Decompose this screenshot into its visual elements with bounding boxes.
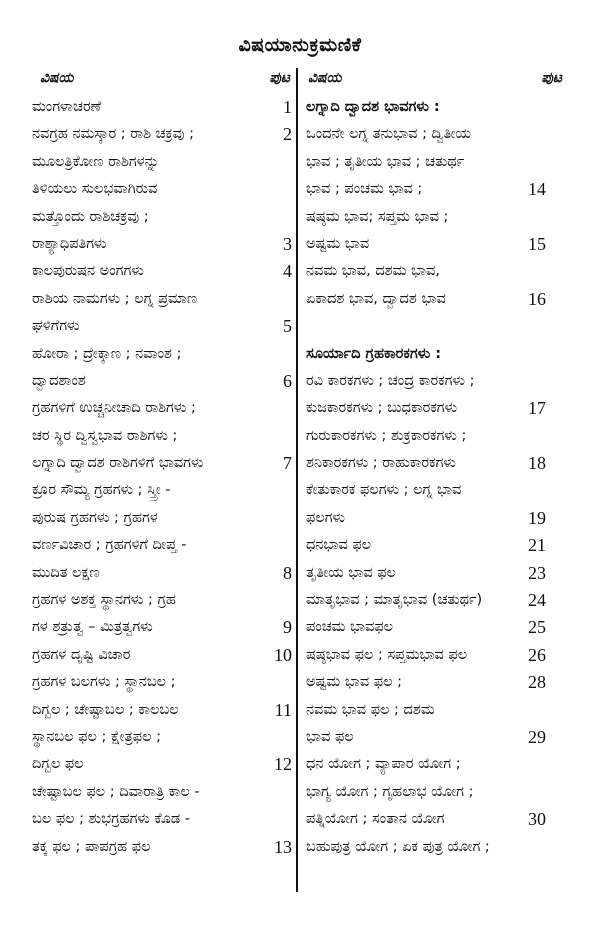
entry-page-number: 1 — [283, 97, 292, 117]
entry-topic: ಸೂರ್ಯಾದಿ ಗ್ರಹಕಾರಕಗಳು : — [306, 345, 442, 362]
entry-page-number: 17 — [528, 398, 546, 419]
toc-entry — [32, 587, 294, 614]
toc-entry — [306, 834, 566, 861]
entry-topic: ತಕ್ಕ ಫಲ ; ಪಾಪಗ್ರಹ ಫಲ — [32, 838, 151, 855]
header-page: ಪುಟ — [269, 70, 290, 86]
toc-entry — [32, 669, 294, 696]
entry-topic: ಷಷ್ಠಮ ಭಾವ; ಸಪ್ತಮ ಭಾವ ; — [306, 208, 449, 225]
toc-entry — [306, 806, 566, 833]
entry-topic: ಗಳ ಶತ್ರುತ್ವ – ಮಿತ್ರತ್ವಗಳು — [32, 619, 153, 636]
toc-entry — [32, 614, 294, 641]
entry-topic: ಮತ್ತೊಂದು ರಾಶಿಚಕ್ರವು ; — [32, 208, 149, 225]
toc-entry — [32, 121, 294, 148]
toc-entry — [32, 779, 294, 806]
entry-topic: ಚರ ಸ್ಥಿರ ದ್ವಿಸ್ವಭಾವ ರಾಶಿಗಳು ; — [32, 427, 178, 444]
entry-topic: ಏಕಾದಶ ಭಾವ, ದ್ವಾದಶ ಭಾವ — [306, 290, 446, 307]
entry-topic: ಶನಿಕಾರಕಗಳು ; ರಾಹುಕಾರಕಗಳು — [306, 455, 456, 472]
entry-page-number: 5 — [283, 316, 292, 337]
page-title: ವಿಷಯಾನುಕ್ರಮಣಿಕೆ — [238, 34, 362, 56]
toc-entry — [306, 751, 566, 778]
toc-entry — [306, 505, 566, 532]
entry-topic: ಚೇಷ್ಟಾಬಲ ಫಲ ; ದಿವಾರಾತ್ರಿ ಕಾಲ - — [32, 783, 200, 800]
entry-page-number: 11 — [274, 699, 292, 720]
toc-entry — [32, 395, 294, 422]
toc-entry — [32, 423, 294, 450]
toc-entry — [32, 313, 294, 340]
toc-entry — [306, 560, 566, 587]
entry-topic: ಗ್ರಹಗಳ ಬಲಗಳು ; ಸ್ಥಾನಬಲ ; — [32, 674, 176, 691]
toc-entry — [306, 121, 566, 148]
toc-entry — [32, 505, 294, 532]
toc-list — [306, 94, 566, 861]
toc-entry — [32, 697, 294, 724]
entry-topic: ರವಿ ಕಾರಕಗಳು ; ಚಂದ್ರ ಕಾರಕಗಳು ; — [306, 372, 475, 389]
entry-topic: ಘಳಿಗೆಗಳು — [32, 318, 80, 335]
entry-page-number: 26 — [528, 644, 546, 665]
entry-topic: ಒಂದನೇ ಲಗ್ನ ತನುಭಾವ ; ದ್ವಿತೀಯ — [306, 126, 471, 143]
toc-entry — [306, 176, 566, 203]
toc-entry — [306, 724, 566, 751]
toc-entry — [306, 697, 566, 724]
entry-page-number: 14 — [528, 179, 546, 200]
header-topic: ವಿಷಯ — [40, 70, 74, 86]
entry-topic: ಲಗ್ನಾದಿ ದ್ವಾದಶ ರಾಶಿಗಳಿಗೆ ಭಾವಗಳು — [32, 455, 204, 472]
header-topic: ವಿಷಯ — [308, 70, 342, 86]
entry-topic: ಕುಜಕಾರಕಗಳು ; ಬುಧಕಾರಕಗಳು — [306, 400, 458, 417]
entry-page-number: 19 — [528, 507, 546, 528]
entry-topic: ತಿಳಿಯಲು ಸುಲಭವಾಗಿರುವ — [32, 181, 158, 198]
toc-entry — [32, 149, 294, 176]
toc-entry — [32, 724, 294, 751]
toc-entry — [306, 149, 566, 176]
entry-topic: ಭಾವ ಫಲ — [306, 728, 354, 745]
toc-entry — [32, 560, 294, 587]
entry-page-number: 4 — [283, 261, 292, 282]
column-divider — [296, 68, 298, 892]
entry-page-number: 28 — [528, 672, 546, 693]
entry-topic: ಭಾವ ; ತೃತೀಯ ಭಾವ ; ಚತುರ್ಥ — [306, 153, 465, 170]
entry-topic: ಅಷ್ಟಮ ಭಾವ ಫಲ ; — [306, 674, 402, 691]
entry-topic: ಮೂಲತ್ರಿಕೋಣ ರಾಶಿಗಳನ್ನು — [32, 153, 160, 170]
entry-page-number: 24 — [528, 590, 546, 611]
toc-entry — [32, 231, 294, 258]
entry-topic: ಮುದಿತ ಲಕ್ಷಣ — [32, 564, 100, 581]
entry-topic: ದಿಗ್ಬಲ ; ಚೇಷ್ಟಾಬಲ ; ಕಾಲಬಲ — [32, 701, 179, 718]
entry-topic: ದಿಗ್ಬಲ ಫಲ — [32, 756, 84, 773]
toc-entry — [32, 642, 294, 669]
toc-entry — [306, 368, 566, 395]
entry-topic: ಕೇತುಕಾರಕ ಫಲಗಳು ; ಲಗ್ನ ಭಾವ — [306, 482, 462, 499]
toc-entry — [32, 806, 294, 833]
entry-page-number: 10 — [274, 644, 292, 665]
entry-topic: ಗ್ರಹಗಳ ದೃಷ್ಟಿ ವಿಚಾರ — [32, 646, 131, 663]
toc-entry — [32, 450, 294, 477]
entry-topic: ಸ್ಥಾನಬಲ ಫಲ ; ಕ್ಷೇತ್ರಫಲ ; — [32, 728, 161, 745]
toc-entry — [32, 94, 294, 121]
toc-entry — [306, 258, 566, 285]
entry-page-number: 16 — [528, 288, 546, 309]
entry-topic: ರಾಶ್ಯಾಧಿಪತಿಗಳು — [32, 235, 107, 252]
entry-topic: ಭಾಗ್ಯ ಯೋಗ ; ಗೃಹಲಾಭ ಯೋಗ ; — [306, 783, 474, 800]
entry-topic: ಪತ್ನಿಯೋಗ ; ಸಂತಾನ ಯೋಗ — [306, 811, 445, 828]
entry-page-number: 29 — [528, 726, 546, 747]
header-page: ಪುಟ — [541, 70, 562, 86]
column-header — [32, 66, 294, 94]
toc-entry — [306, 450, 566, 477]
entry-page-number: 7 — [283, 453, 292, 474]
entry-topic: ನವಗ್ರಹ ನಮಸ್ಕಾರ ; ರಾಶಿ ಚಕ್ರವು ; — [32, 126, 194, 143]
toc-entry — [32, 176, 294, 203]
toc-entry — [306, 532, 566, 559]
toc-entry — [32, 368, 294, 395]
toc-entry — [32, 258, 294, 285]
entry-topic: ನವಮ ಭಾವ ಫಲ ; ದಶಮ — [306, 701, 435, 718]
entry-topic: ಲಗ್ನಾದಿ ದ್ವಾದಶ ಭಾವಗಳು : — [306, 99, 440, 115]
entry-topic: ಮಂಗಳಾಚರಣೆ — [32, 99, 102, 115]
entry-topic: ಗುರುಕಾರಕಗಳು ; ಶುಕ್ರಕಾರಕಗಳು ; — [306, 427, 467, 444]
entry-topic: ಧನಭಾವ ಫಲ — [306, 537, 372, 554]
toc-entry — [306, 313, 566, 340]
toc-entry — [306, 669, 566, 696]
toc-right-column — [306, 66, 566, 861]
entry-page-number: 30 — [528, 809, 546, 830]
entry-page-number: 8 — [283, 562, 292, 583]
entry-page-number: 6 — [283, 370, 292, 391]
entry-topic: ವರ್ಣವಿಚಾರ ; ಗ್ರಹಗಳಿಗೆ ದೀಪ್ತ - — [32, 537, 187, 554]
entry-page-number: 13 — [274, 836, 292, 857]
toc-entry — [32, 532, 294, 559]
toc-list — [32, 94, 294, 861]
entry-page-number: 25 — [528, 617, 546, 638]
toc-section-heading — [306, 341, 566, 368]
toc-entry — [306, 477, 566, 504]
toc-entry — [32, 751, 294, 778]
toc-entry — [32, 341, 294, 368]
toc-entry — [306, 204, 566, 231]
entry-topic: ಗ್ರಹಗಳ ಅಶಕ್ತ ಸ್ಥಾನಗಳು ; ಗ್ರಹ — [32, 592, 176, 609]
entry-page-number: 12 — [274, 754, 292, 775]
entry-topic: ಕಾಲಪುರುಷನ ಅಂಗಗಳು — [32, 263, 144, 280]
toc-entry — [306, 286, 566, 313]
entry-topic: ರಾಶಿಯ ನಾಮಗಳು ; ಲಗ್ನ ಪ್ರಮಾಣ — [32, 290, 198, 307]
toc-entry — [306, 587, 566, 614]
entry-page-number: 23 — [528, 562, 546, 583]
entry-topic: ಷಷ್ಠಭಾವ ಫಲ ; ಸಪ್ತಮಭಾವ ಫಲ — [306, 646, 468, 663]
toc-entry — [306, 395, 566, 422]
entry-topic: ಫಲಗಳು — [306, 509, 346, 526]
toc-section-heading — [306, 94, 566, 121]
toc-left-column — [32, 66, 294, 861]
entry-topic: ಕ್ರೂರ ಸೌಮ್ಯ ಗ್ರಹಗಳು ; ಸ್ತ್ರೀ - — [32, 482, 171, 499]
toc-entry — [306, 642, 566, 669]
entry-page-number: 9 — [283, 617, 292, 638]
entry-page-number: 3 — [283, 233, 292, 254]
entry-topic: ಧನ ಯೋಗ ; ವ್ಯಾಪಾರ ಯೋಗ ; — [306, 756, 461, 773]
entry-topic: ದ್ವಾದಶಾಂಶ — [32, 372, 86, 389]
entry-page-number: 15 — [528, 233, 546, 254]
entry-topic: ಪಂಚಮ ಭಾವಫಲ — [306, 619, 394, 636]
toc-entry — [306, 231, 566, 258]
toc-entry — [306, 423, 566, 450]
toc-entry — [32, 834, 294, 861]
entry-topic: ಹೋರಾ ; ದ್ರೇಕ್ಕಾಣ ; ನವಾಂಶ ; — [32, 345, 182, 362]
toc-entry — [306, 779, 566, 806]
entry-topic: ಅಷ್ಟಮ ಭಾವ — [306, 235, 370, 252]
entry-page-number: 18 — [528, 453, 546, 474]
entry-topic: ಭಾವ ; ಪಂಚಮ ಭಾವ ; — [306, 181, 423, 198]
toc-entry — [32, 286, 294, 313]
entry-topic: ತೃತೀಯ ಭಾವ ಫಲ — [306, 564, 396, 581]
entry-topic: ಪುರುಷ ಗ್ರಹಗಳು ; ಗ್ರಹಗಳ — [32, 509, 158, 526]
toc-entry — [306, 614, 566, 641]
entry-page-number: 2 — [283, 124, 292, 145]
entry-topic: ಬಲ ಫಲ ; ಶುಭಗ್ರಹಗಳು ಕೊಡ - — [32, 811, 190, 828]
entry-topic: ಮಾತೃಭಾವ ; ಮಾತೃಭಾವ (ಚತುರ್ಥ) — [306, 592, 483, 609]
toc-entry — [32, 477, 294, 504]
entry-page-number: 21 — [528, 535, 546, 556]
entry-topic: ಬಹುಪುತ್ರ ಯೋಗ ; ಏಕ ಪುತ್ರ ಯೋಗ ; — [306, 838, 490, 855]
column-header — [306, 66, 566, 94]
entry-topic: ಗ್ರಹಗಳಿಗೆ ಉಚ್ಚನೀಚಾದಿ ರಾಶಿಗಳು ; — [32, 400, 196, 417]
toc-entry — [32, 204, 294, 231]
entry-topic: ನವಮ ಭಾವ, ದಶಮ ಭಾವ, — [306, 263, 440, 280]
